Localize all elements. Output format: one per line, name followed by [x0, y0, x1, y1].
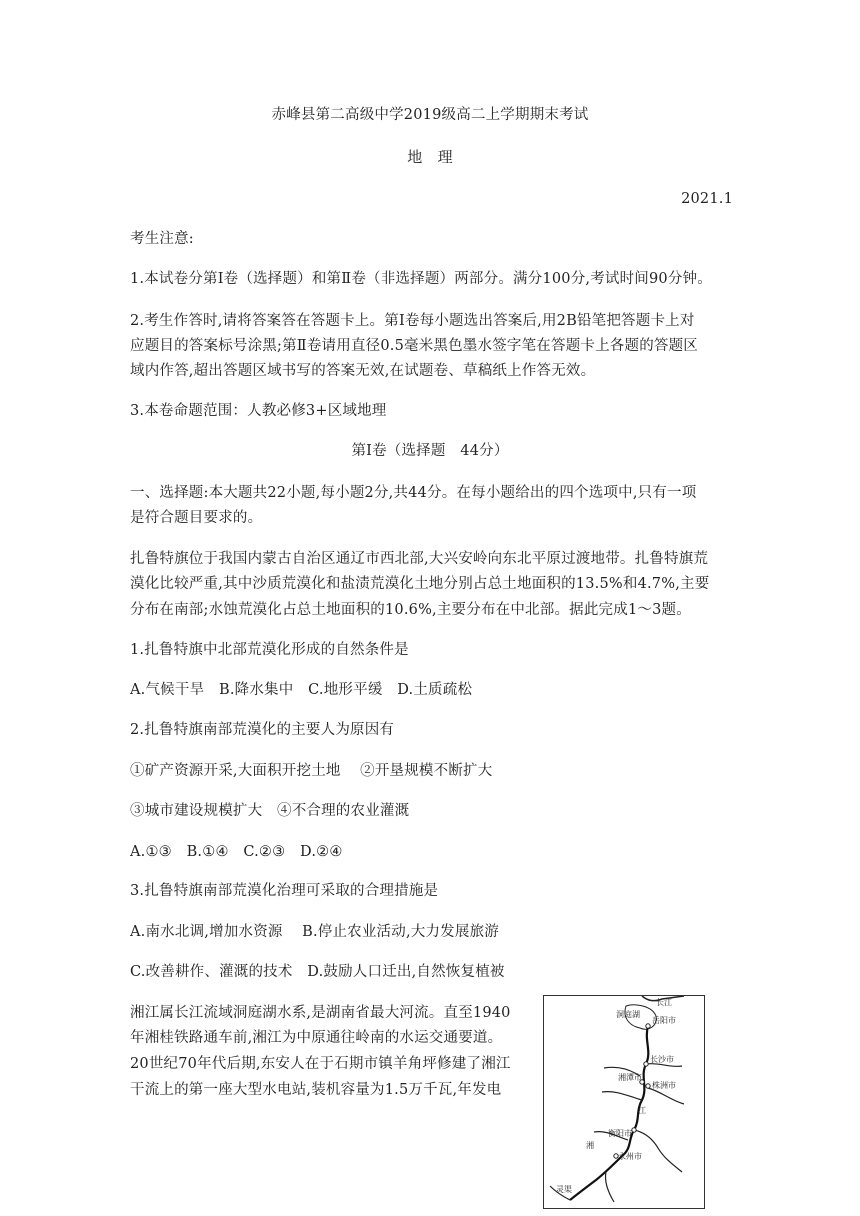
changsha-label: 长沙市	[650, 1055, 674, 1064]
tributary	[634, 1130, 682, 1172]
xiangtan-label: 湘潭市	[618, 1073, 642, 1082]
passage-2-line-3: 20世纪70年代后期,东安人在于石期市镇羊角坪修建了湘江	[130, 1056, 511, 1072]
notice-item-3: 3.本卷命题范围：人教必修3+区域地理	[130, 403, 387, 419]
question-2-items-line-2: ③城市建设规模扩大 ④不合理的农业灌溉	[130, 803, 410, 819]
notice-heading: 考生注意:	[130, 231, 194, 247]
question-3-options-line-2: C.改善耕作、灌溉的技术 D.鼓励人口迁出,自然恢复植被	[130, 964, 505, 980]
changjiang-label: 长江	[656, 998, 672, 1007]
question-2-items-line-1: ①矿产资源开采,大面积开挖土地 ②开垦规模不断扩大	[130, 763, 493, 779]
exam-title: 赤峰县第二高级中学2019级高二上学期期末考试	[271, 107, 589, 123]
passage-1-line-2: 漠化比较严重,其中沙质荒漠化和盐渍荒漠化土地分别占总土地面积的13.5%和4.7%,主要	[130, 576, 710, 592]
notice-item-1: 1.本试卷分第Ⅰ卷（选择题）和第Ⅱ卷（非选择题）两部分。满分100分,考试时间90分钟。	[130, 271, 712, 287]
tributary	[602, 1092, 642, 1100]
passage-1-line-1: 扎鲁特旗位于我国内蒙古自治区通辽市西北部,大兴安岭向东北平原过渡地带。扎鲁特旗荒	[130, 551, 709, 567]
question-3-options-line-1: A.南水北调,增加水资源 B.停止农业活动,大力发展旅游	[130, 924, 499, 940]
question-3-stem: 3.扎鲁特旗南部荒漠化治理可采取的合理措施是	[130, 883, 439, 899]
tributary	[605, 1172, 614, 1202]
passage-2-line-4: 干流上的第一座大型水电站,装机容量为1.5万千瓦,年发电	[130, 1082, 502, 1098]
xiang-river-mainstream	[570, 1026, 648, 1200]
question-1-options: A.气候干旱 B.降水集中 C.地形平缓 D.土质疏松	[130, 682, 473, 698]
section-1-instruction-line-2: 是符合题目要求的。	[130, 510, 263, 526]
notice-item-2-line-3: 域内作答,超出答题区域书写的答案无效,在试题卷、草稿纸上作答无效。	[130, 363, 596, 379]
exam-date: 2021.1	[681, 191, 733, 207]
jiang-character-label: 江	[638, 1106, 646, 1115]
lingqu-label: 灵渠	[556, 1185, 572, 1194]
question-2-stem: 2.扎鲁特旗南部荒漠化的主要人为原因有	[130, 722, 395, 738]
question-1-stem: 1.扎鲁特旗中北部荒漠化形成的自然条件是	[130, 642, 409, 658]
changsha-city-dot	[644, 1062, 648, 1066]
yueyang-city-dot	[646, 1024, 650, 1028]
xiang-river-map	[543, 995, 705, 1209]
section-1-instruction-line-1: 一、选择题:本大题共22小题,每小题2分,共44分。在每小题给出的四个选项中,只有一项	[130, 485, 697, 501]
dongting-label: 洞庭湖	[616, 1010, 640, 1019]
xiang-river-map-drawing	[544, 996, 704, 1208]
passage-2-line-2: 年湘桂铁路通车前,湘江为中原通往岭南的水运交通要道。	[130, 1030, 503, 1046]
passage-1-line-3: 分布在南部;水蚀荒漠化占总土地面积的10.6%,主要分布在中北部。据此完成1～3题。	[130, 602, 691, 618]
notice-item-2-line-2: 应题目的答案标号涂黑;第Ⅱ卷请用直径0.5毫米黑色墨水签字笔在答题卡上各题的答题区	[130, 338, 698, 354]
passage-2-line-1: 湘江属长江流域洞庭湖水系,是湖南省最大河流。直至1940	[130, 1005, 511, 1021]
question-2-options: A.①③ B.①④ C.②③ D.②④	[130, 844, 343, 860]
tributary	[646, 1064, 682, 1067]
yueyang-label: 岳阳市	[652, 1016, 676, 1025]
zhuzhou-label: 株洲市	[652, 1081, 676, 1090]
notice-item-2-line-1: 2.考生作答时,请将答案答在答题卡上。第Ⅰ卷每小题选出答案后,用2B铅笔把答题卡上对	[130, 313, 695, 329]
tributary	[648, 1088, 684, 1104]
xiang-character-label: 湘	[586, 1141, 594, 1150]
section-1-title: 第Ⅰ卷（选择题 44分）	[351, 443, 509, 459]
subject-title: 地 理	[407, 148, 453, 166]
hengyang-city-dot	[632, 1128, 636, 1132]
zhuzhou-city-dot	[646, 1084, 650, 1088]
hengyang-label: 衡阳市	[608, 1129, 632, 1138]
yongzhou-label: 永州市	[618, 1152, 642, 1161]
